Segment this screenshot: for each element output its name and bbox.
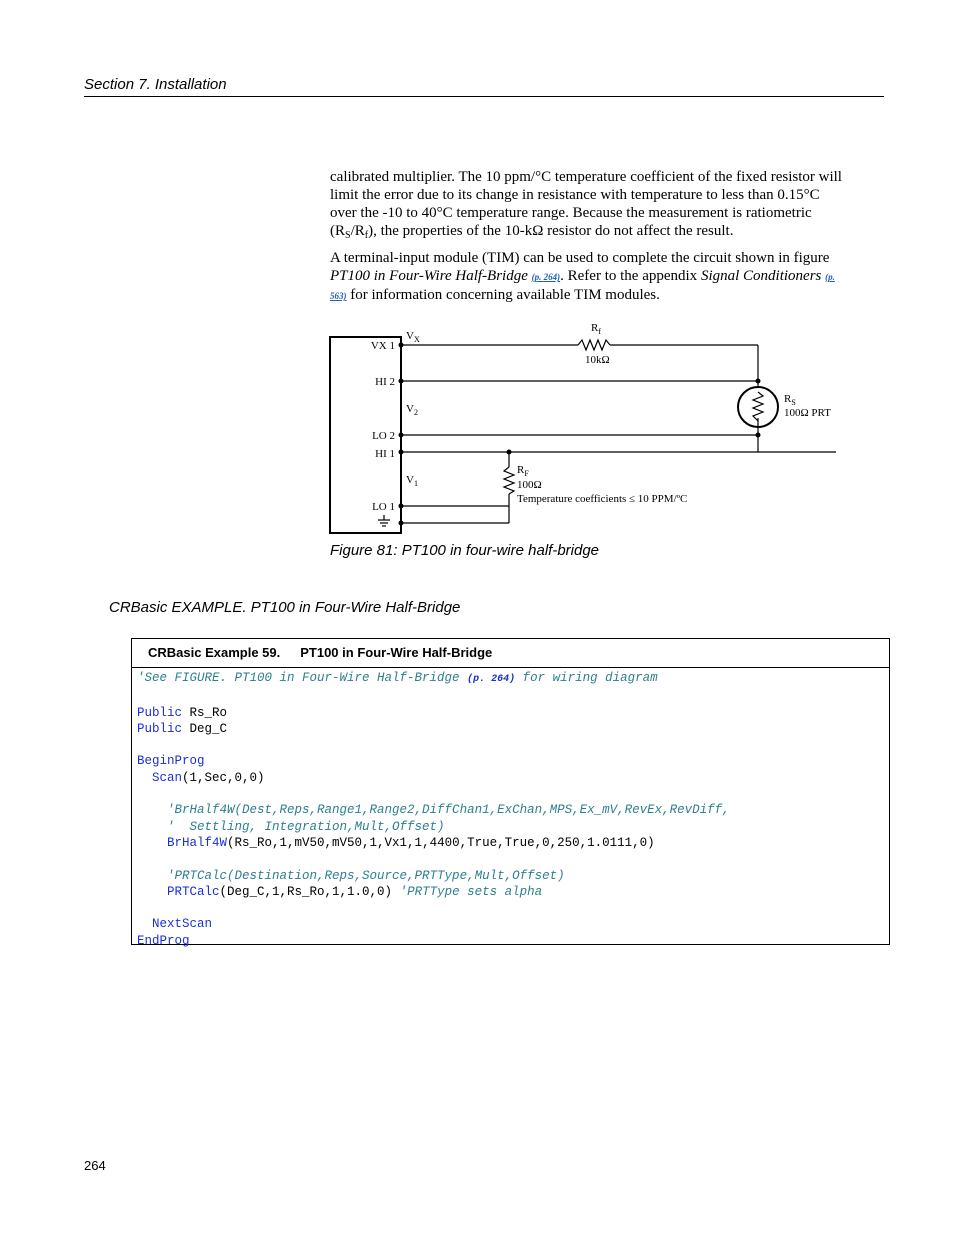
v2-label: $V_2$	[406, 403, 418, 417]
terminal-lo2: LO 2	[372, 430, 395, 442]
rf-value: 10kΩ	[585, 354, 610, 366]
paragraph-tim: A terminal-input module (TIM) can be used to complete the circuit shown in figure PT100 in Four-Wire Half-Bridge (p. 264). Refer to the appendix Signal Conditioners (p. 563) for information concerning available TIM modules.	[330, 250, 835, 303]
rF-value: 100Ω	[517, 479, 542, 491]
terminal-vx1: VX 1	[370, 340, 395, 352]
v1-label: $V_1$	[406, 474, 418, 488]
appendix-page-link[interactable]: (p. 563)	[330, 272, 835, 301]
rs-label: $R_S$	[784, 393, 796, 407]
pt100-circuit-diagram	[328, 320, 838, 536]
example-title: CRBasic EXAMPLE. PT100 in Four-Wire Half-Bridge	[109, 599, 461, 616]
terminal-hi2: HI 2	[375, 376, 395, 388]
code-example-box	[131, 638, 890, 948]
terminal-lo1: LO 1	[372, 501, 395, 513]
rf-label: $R_f$	[591, 322, 602, 336]
appendix-reference: Signal Conditioners	[700, 268, 822, 284]
tempco-note: Temperature coefficients ≤ 10 PPM/ºC	[517, 493, 688, 505]
figure-reference: PT100 in Four-Wire Half-Bridge	[330, 268, 528, 284]
code-box-header: CRBasic Example 59. PT100 in Four-Wire Half-Bridge	[132, 639, 889, 668]
figure-page-link[interactable]: (p. 264)	[531, 272, 561, 282]
rs-value: 100Ω PRT	[784, 407, 831, 419]
code-page-link[interactable]: (p. 264)	[467, 674, 516, 685]
section-header: Section 7. Installation	[84, 76, 884, 97]
paragraph-ratiometric: calibrated multiplier. The 10 ppm/°C temperature coefficient of the fixed resistor will limit the error due to its change in resistance with temperature to less than 0.15°C over the -10 to 40°C temperature range. Because the measurement is ratiometric $(R_S/R_f)$, the properties of the 10-kΩ resistor do not affect the result.	[330, 169, 842, 241]
figure-caption: Figure 81: PT100 in four-wire half-bridge	[330, 542, 600, 559]
terminal-hi1: HI 1	[375, 448, 395, 460]
page-number: 264	[84, 1158, 106, 1173]
rF-label: $R_F$	[517, 464, 529, 478]
vx-label: $V_X$	[406, 330, 420, 344]
crbasic-code: 'See FIGURE. PT100 in Four-Wire Half-Bridge (p. 264) for wiring diagram Public Rs_Ro Public Deg_C BeginProg Scan(1,Sec,0,0) 'BrHalf4W(Dest,Reps,Range1,Range2,DiffChan1,ExChan,MPS,Ex_mV,RevEx,RevDiff, ' Settling, Integration,Mult,Offset) BrHalf4W(Rs_Ro,1,mV50,mV50,1,Vx1,1,4400,True,True,0,250,1.0111,0) 'PRTCalc(Destination,Reps,Source,PRTType,Mult,Offset) PRTCalc(Deg_C,1,Rs_Ro,1,1.0,0) 'PRTType sets alpha NextScan EndProg	[137, 671, 730, 948]
